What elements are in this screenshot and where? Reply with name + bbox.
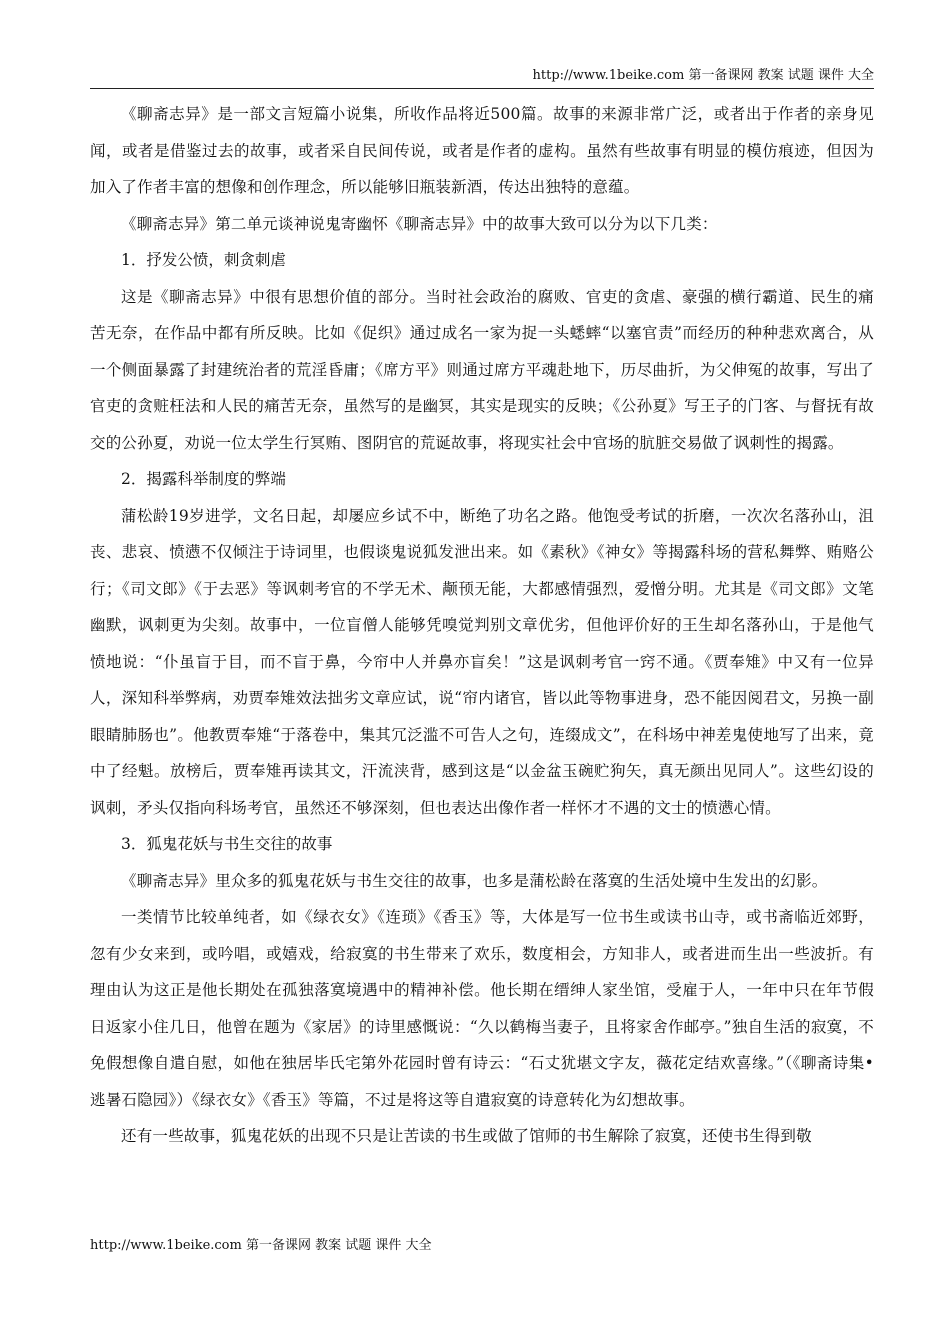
paragraph-section-3-intro: 《聊斋志异》里众多的狐鬼花妖与书生交往的故事，也多是蒲松龄在落寞的生活处境中生发出的幻影。 xyxy=(121,871,828,890)
paragraph-section-3-body: 一类情节比较单纯者，如《绿衣女》《连琐》《香玉》等，大体是写一位书生或读书山寺，或书斋临近郊野，忽有少女来到，或吟唱，或嬉戏，给寂寞的书生带来了欢乐，数度相会，方知非人，或者进而生出一些波折。有理由认为这正是他长期处在孤独落寞境遇中的精神补偿。他长期在缙绅人家坐馆，受雇于人，一年中只在年节假日返家小住几日，他曾在题为《家居》的诗里感慨说：“久以鹤梅当妻子，且将家舍作邮亭。”独自生活的寂寞，不免假想像自遣自慰，如他在独居毕氏宅第外花园时曾有诗云：“石丈犹堪文字友，薇花定结欢喜缘。”（《聊斋诗集•逃暑石隐园》）《绿衣女》《香玉》等篇，不过是将这等自遣寂寞的诗意转化为幻想故事。 xyxy=(90,908,874,1109)
section-heading-3: 3．狐鬼花妖与书生交往的故事 xyxy=(121,835,333,853)
section-heading-2: 2．揭露科举制度的弊端 xyxy=(121,470,286,488)
paragraph-intro: 《聊斋志异》是一部文言短篇小说集，所收作品将近500篇。故事的来源非常广泛，或者出于作者的亲身见闻，或者是借鉴过去的故事，或者采自民间传说，或者是作者的虚构。虽然有些故事有明显的模仿痕迹，但因为加入了作者丰富的想像和创作理念，所以能够旧瓶装新酒，传达出独特的意蕴。 xyxy=(90,105,874,196)
page-header: http://www.1beike.com 第一备课网 教案 试题 课件 大全 xyxy=(532,68,874,83)
document-body xyxy=(90,96,874,1155)
section-heading-1: 1．抒发公愤，刺贪刺虐 xyxy=(121,251,286,269)
paragraph-section-2: 蒲松龄19岁进学，文名日起，却屡应乡试不中，断绝了功名之路。他饱受考试的折磨，一次次名落孙山，沮丧、悲哀、愤懑不仅倾注于诗词里，也假谈鬼说狐发泄出来。如《素秋》《神女》等揭露科场的营私舞弊、贿赂公行；《司文郎》《于去恶》等讽刺考官的不学无术、颟顸无能，大都感情强烈，爱憎分明。尤其是《司文郎》文笔幽默，讽刺更为尖刻。故事中，一位盲僧人能够凭嗅觉判别文章优劣，但他评价好的王生却名落孙山，于是他气愤地说：“仆虽盲于目，而不盲于鼻，今帘中人并鼻亦盲矣！”这是讽刺考官一窍不通。《贾奉雉》中又有一位异人，深知科举弊病，劝贾奉雉效法拙劣文章应试，说“帘内诸官，皆以此等物事进身，恐不能因阅君文，另换一副眼睛肺肠也”。他教贾奉雉“于落卷中，集其冗泛滥不可告人之句，连缀成文”，在科场中神差鬼使地写了出来，竟中了经魁。放榜后，贾奉雉再读其文，汗流浃背，感到这是“以金盆玉碗贮狗矢，真无颜出见同人”。这些幻设的讽刺，矛头仅指向科场考官，虽然还不够深刻，但也表达出像作者一样怀才不遇的文士的愤懑心情。 xyxy=(90,506,874,817)
paragraph-section-3-continued: 还有一些故事，狐鬼花妖的出现不只是让苦读的书生或做了馆师的书生解除了寂寞，还使书生得到敬 xyxy=(121,1127,812,1145)
page-footer: http://www.1beike.com 第一备课网 教案 试题 课件 大全 xyxy=(90,1238,432,1253)
paragraph-classification: 《聊斋志异》第二单元谈神说鬼寄幽怀《聊斋志异》中的故事大致可以分为以下几类： xyxy=(121,214,718,233)
paragraph-section-1: 这是《聊斋志异》中很有思想价值的部分。当时社会政治的腐败、官吏的贪虐、豪强的横行霸道、民生的痛苦无奈，在作品中都有所反映。比如《促织》通过成名一家为捉一头蟋蟀“以塞官责”而经历的种种悲欢离合，从一个侧面暴露了封建统治者的荒淫昏庸；《席方平》则通过席方平魂赴地下，历尽曲折，为父伸冤的故事，写出了官吏的贪赃枉法和人民的痛苦无奈，虽然写的是幽冥，其实是现实的反映；《公孙夏》写王子的门客、与督抚有故交的公孙夏，劝说一位太学生行冥贿、图阴官的荒诞故事，将现实社会中官场的肮脏交易做了讽刺性的揭露。 xyxy=(90,287,874,452)
header-divider xyxy=(90,88,874,89)
